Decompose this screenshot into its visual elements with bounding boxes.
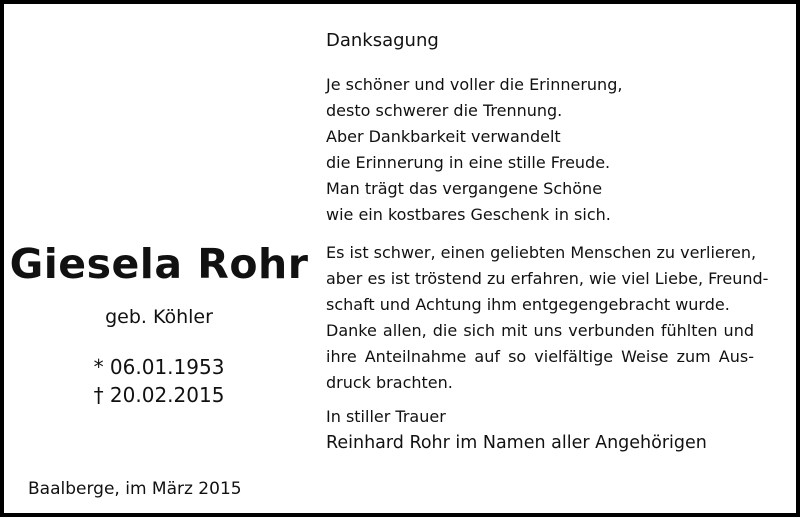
birth-date: * 06.01.1953 — [93, 355, 225, 379]
heading: Danksagung — [326, 30, 439, 51]
poem-line: desto schwerer die Trennung. — [326, 101, 563, 120]
maiden-name: geb. Köhler — [105, 306, 213, 328]
death-date: † 20.02.2015 — [93, 383, 225, 407]
thanks-message — [326, 240, 769, 396]
poem-line: wie ein kostbares Geschenk in sich. — [326, 205, 611, 224]
signature: Reinhard Rohr im Namen aller Angehörigen — [326, 433, 707, 453]
life-dates — [4, 353, 314, 409]
poem-line: Aber Dankbarkeit verwandelt — [326, 127, 561, 146]
place-and-date: Baalberge, im März 2015 — [28, 479, 242, 499]
deceased-panel — [4, 4, 314, 513]
deceased-name: Giesela Rohr — [9, 240, 309, 288]
poem-line: Man trägt das vergangene Schöne — [326, 179, 603, 198]
poem-line: Je schöner und voller die Erinnerung, — [326, 75, 623, 94]
message-line: Es ist schwer, einen geliebten Menschen zu verlieren, — [326, 243, 757, 262]
closing-text: In stiller Trauer — [326, 407, 446, 426]
message-line: schaft und Achtung ihm entgegengebracht wurde. — [326, 295, 730, 314]
message-line: druck brachten. — [326, 373, 453, 392]
message-line: aber es ist tröstend zu erfahren, wie viel Liebe, Freund- — [326, 269, 769, 288]
thanks-panel — [326, 4, 778, 513]
message-line: ihre Anteilnahme auf so vielfältige Weise zum Aus- — [326, 347, 754, 366]
poem-line: die Erinnerung in eine stille Freude. — [326, 153, 611, 172]
poem — [326, 72, 778, 228]
message-line: Danke allen, die sich mit uns verbunden fühlten und — [326, 321, 754, 340]
